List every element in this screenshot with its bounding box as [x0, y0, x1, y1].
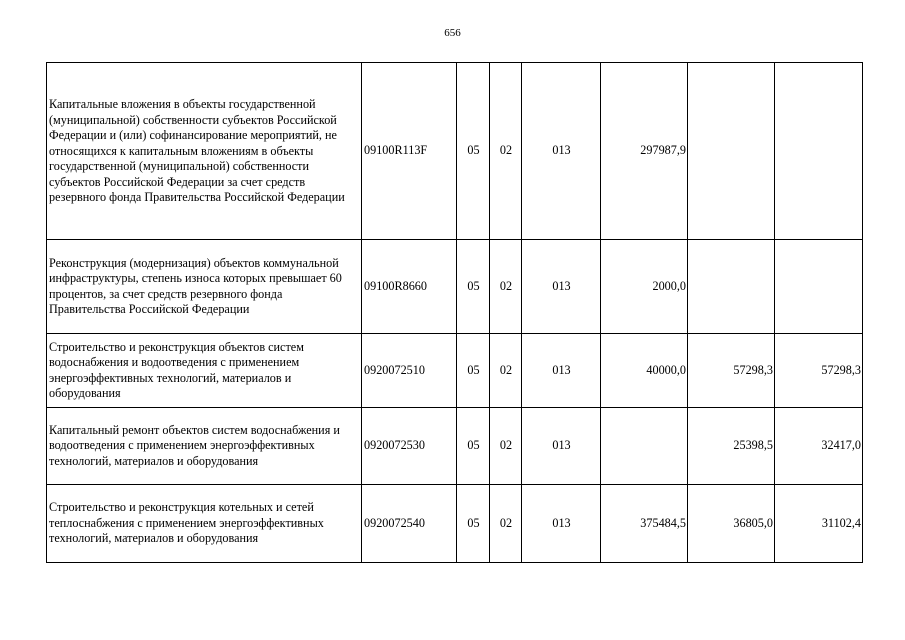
budget-table	[46, 62, 863, 563]
amount-cell-3: 32417,0	[775, 408, 863, 485]
section-cell: 05	[457, 240, 490, 334]
table-row	[47, 485, 863, 563]
expense-type-cell: 013	[522, 334, 601, 408]
amount-cell-1	[601, 408, 688, 485]
amount-cell-3: 57298,3	[775, 334, 863, 408]
subsection-cell: 02	[490, 334, 522, 408]
amount-cell-2	[688, 63, 775, 240]
section-cell: 05	[457, 408, 490, 485]
target-code-cell: 0920072540	[362, 485, 457, 563]
section-cell: 05	[457, 334, 490, 408]
amount-cell-1: 297987,9	[601, 63, 688, 240]
subsection-cell: 02	[490, 240, 522, 334]
row-name-cell: Капитальные вложения в объекты государственной (муниципальной) собственности субъектов Российской Федерации и (или) софинансирование мероприятий, не относящихся к капитальным вложениям в объекты государственной (муниципальной) собственности субъектов Российской Федерации за счет средств резервного фонда Правительства Российской Федерации	[47, 63, 362, 240]
amount-cell-1: 2000,0	[601, 240, 688, 334]
section-cell: 05	[457, 485, 490, 563]
row-name-cell: Строительство и реконструкция котельных и сетей теплоснабжения с применением энергоэффективных технологий, материалов и оборудования	[47, 485, 362, 563]
target-code-cell: 0920072530	[362, 408, 457, 485]
expense-type-cell: 013	[522, 63, 601, 240]
page-number: 656	[444, 27, 461, 39]
table-row	[47, 63, 863, 240]
amount-cell-3: 31102,4	[775, 485, 863, 563]
section-cell: 05	[457, 63, 490, 240]
amount-cell-3	[775, 240, 863, 334]
row-name-cell: Реконструкция (модернизация) объектов коммунальной инфраструктуры, степень износа которых превышает 60 процентов, за счет средств резервного фонда Правительства Российской Федерации	[47, 240, 362, 334]
amount-cell-2: 36805,0	[688, 485, 775, 563]
amount-cell-2: 25398,5	[688, 408, 775, 485]
amount-cell-2: 57298,3	[688, 334, 775, 408]
row-name-cell: Строительство и реконструкция объектов систем водоснабжения и водоотведения с применением энергоэффективных технологий, материалов и оборудования	[47, 334, 362, 408]
expense-type-cell: 013	[522, 240, 601, 334]
target-code-cell: 09100R113F	[362, 63, 457, 240]
target-code-cell: 0920072510	[362, 334, 457, 408]
subsection-cell: 02	[490, 63, 522, 240]
target-code-cell: 09100R8660	[362, 240, 457, 334]
table-row	[47, 408, 863, 485]
amount-cell-1: 40000,0	[601, 334, 688, 408]
subsection-cell: 02	[490, 408, 522, 485]
expense-type-cell: 013	[522, 485, 601, 563]
subsection-cell: 02	[490, 485, 522, 563]
expense-type-cell: 013	[522, 408, 601, 485]
table-row	[47, 334, 863, 408]
row-name-cell: Капитальный ремонт объектов систем водоснабжения и водоотведения с применением энергоэффективных технологий, материалов и оборудования	[47, 408, 362, 485]
table-row	[47, 240, 863, 334]
amount-cell-1: 375484,5	[601, 485, 688, 563]
amount-cell-2	[688, 240, 775, 334]
amount-cell-3	[775, 63, 863, 240]
